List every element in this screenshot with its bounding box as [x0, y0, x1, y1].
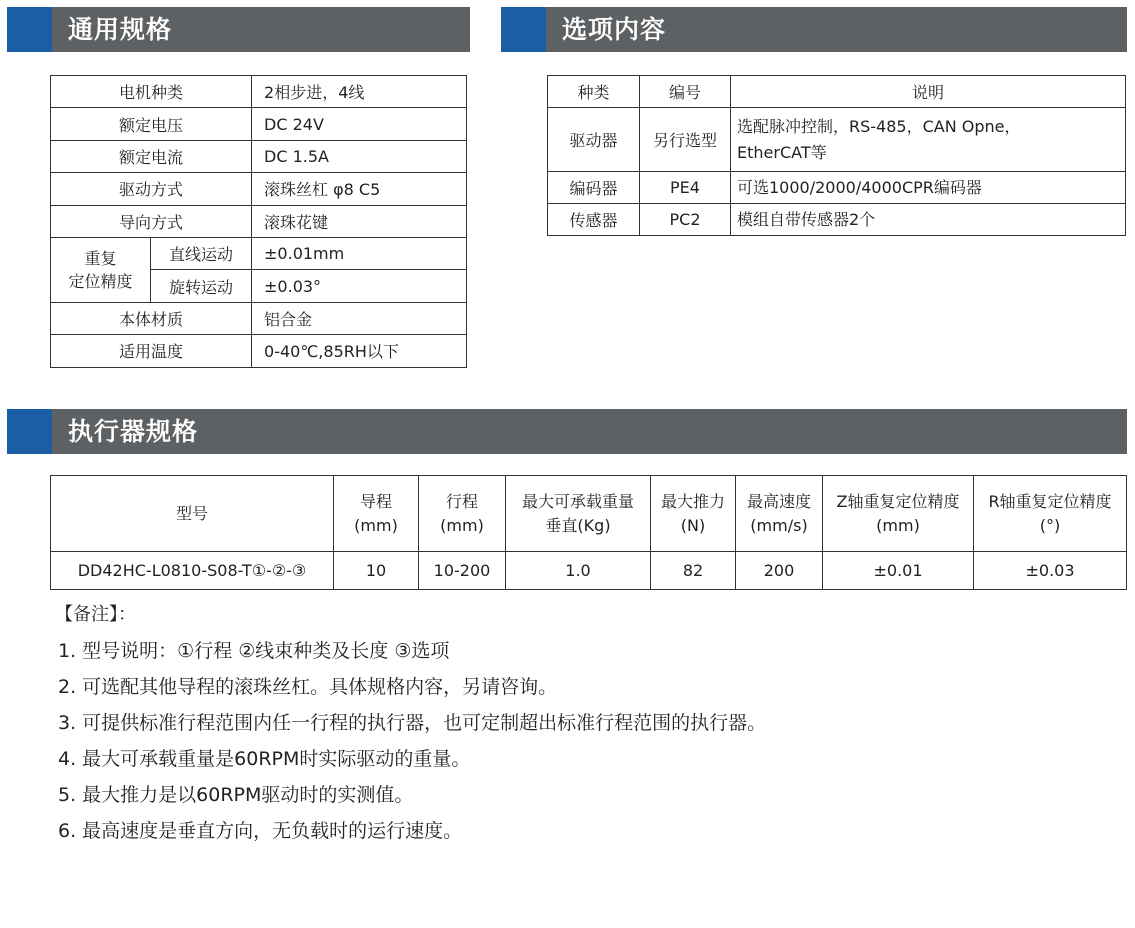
- column-header: [419, 476, 506, 552]
- r-repeat-cell: ±0.03: [974, 552, 1127, 590]
- spec-value: 铝合金: [252, 302, 467, 334]
- max-load-cell: 1.0: [506, 552, 651, 590]
- model-cell: DD42HC-L0810-S08-T①-②-③: [51, 552, 334, 590]
- header-line: 型号: [175, 503, 208, 523]
- column-header: [736, 476, 823, 552]
- table-row: [51, 205, 467, 237]
- repeat-label-line-1: 重复: [84, 248, 117, 268]
- header-line: 行程: [445, 491, 478, 511]
- spec-label: 驱动方式: [51, 173, 252, 205]
- spec-value: DC 24V: [252, 108, 467, 140]
- table-header-row: [548, 76, 1126, 108]
- column-header: 说明: [731, 76, 1126, 108]
- table-header-row: [51, 476, 1127, 552]
- section-header-general: [7, 7, 470, 52]
- table-row: [51, 237, 467, 269]
- spec-value: 0-40℃,85RH以下: [252, 335, 467, 367]
- spec-value: 滚珠丝杠 φ8 C5: [252, 173, 467, 205]
- spec-label: 电机种类: [51, 76, 252, 108]
- spec-label: 额定电流: [51, 140, 252, 172]
- spec-value: ±0.01mm: [252, 237, 467, 269]
- section-header-options: [501, 7, 1127, 52]
- general-spec-table: [50, 75, 467, 368]
- column-header: 种类: [548, 76, 640, 108]
- table-row: [51, 302, 467, 334]
- header-line: (mm): [440, 515, 484, 535]
- header-line: R轴重复定位精度: [988, 491, 1112, 511]
- spec-value: 滚珠花键: [252, 205, 467, 237]
- table-row: [51, 552, 1127, 590]
- table-row: [51, 108, 467, 140]
- header-line: 最大可承载重量: [521, 491, 634, 511]
- table-row: [51, 173, 467, 205]
- option-code: PE4: [640, 172, 731, 204]
- note-item: 3. 可提供标准行程范围内任一行程的执行器，也可定制超出标准行程范围的执行器。: [58, 712, 767, 734]
- spec-value: DC 1.5A: [252, 140, 467, 172]
- option-desc: 可选1000/2000/4000CPR编码器: [731, 172, 1126, 204]
- header-line: 最大推力: [660, 491, 725, 511]
- spec-sublabel: 旋转运动: [151, 270, 252, 302]
- header-accent: [7, 409, 52, 454]
- section-title-options: 选项内容: [562, 15, 667, 44]
- spec-label: 额定电压: [51, 108, 252, 140]
- option-code: PC2: [640, 204, 731, 236]
- header-line: (mm/s): [750, 515, 808, 535]
- spec-value: ±0.03°: [252, 270, 467, 302]
- note-item: 2. 可选配其他导程的滚珠丝杠。具体规格内容，另请咨询。: [58, 676, 558, 698]
- lead-cell: 10: [334, 552, 419, 590]
- note-item: 4. 最大可承载重量是60RPM时实际驱动的重量。: [58, 748, 471, 770]
- spec-label: 本体材质: [51, 302, 252, 334]
- header-accent: [501, 7, 546, 52]
- option-desc: 模组自带传感器2个: [731, 204, 1126, 236]
- stroke-cell: 10-200: [419, 552, 506, 590]
- option-desc-line: EtherCAT等: [737, 142, 827, 162]
- option-desc-line: 选配脉冲控制，RS-485，CAN Opne，: [737, 116, 1021, 136]
- header-line: 垂直(Kg): [545, 515, 611, 535]
- note-item: 1. 型号说明：①行程 ②线束种类及长度 ③选项: [58, 640, 450, 662]
- option-code: 另行选型: [640, 108, 731, 172]
- table-row: [548, 108, 1126, 172]
- header-line: (mm): [354, 515, 398, 535]
- header-line: (°): [1039, 515, 1061, 535]
- header-line: Z轴重复定位精度: [836, 491, 960, 511]
- table-row: [548, 172, 1126, 204]
- column-header: [506, 476, 651, 552]
- max-thrust-cell: 82: [651, 552, 736, 590]
- table-row: [548, 204, 1126, 236]
- column-header: [823, 476, 974, 552]
- column-header: [651, 476, 736, 552]
- z-repeat-cell: ±0.01: [823, 552, 974, 590]
- section-header-actuator: [7, 409, 1127, 454]
- header-line: 导程: [359, 491, 392, 511]
- actuator-spec-table: [50, 475, 1127, 590]
- spec-label: 适用温度: [51, 335, 252, 367]
- section-title-general: 通用规格: [68, 15, 173, 44]
- header-line: (mm): [876, 515, 920, 535]
- repeat-label-line-2: 定位精度: [68, 271, 133, 291]
- section-title-actuator: 执行器规格: [68, 417, 199, 446]
- options-table: [547, 75, 1126, 236]
- table-row: [51, 335, 467, 367]
- header-line: 最高速度: [746, 491, 811, 511]
- spec-label: 导向方式: [51, 205, 252, 237]
- column-header: 编号: [640, 76, 731, 108]
- column-header: [334, 476, 419, 552]
- note-item: 6. 最高速度是垂直方向，无负载时的运行速度。: [58, 820, 463, 842]
- option-desc: [731, 108, 1126, 172]
- spec-label-repeat: [51, 237, 151, 302]
- option-type: 驱动器: [548, 108, 640, 172]
- column-header: [974, 476, 1127, 552]
- option-type: 编码器: [548, 172, 640, 204]
- table-row: [51, 140, 467, 172]
- option-type: 传感器: [548, 204, 640, 236]
- header-line: (N): [680, 515, 706, 535]
- notes-title: 【备注】：: [55, 604, 136, 625]
- spec-value: 2相步进，4线: [252, 76, 467, 108]
- table-row: [51, 76, 467, 108]
- column-header-model: [51, 476, 334, 552]
- header-accent: [7, 7, 52, 52]
- note-item: 5. 最大推力是以60RPM驱动时的实测值。: [58, 784, 414, 806]
- max-speed-cell: 200: [736, 552, 823, 590]
- spec-sublabel: 直线运动: [151, 237, 252, 269]
